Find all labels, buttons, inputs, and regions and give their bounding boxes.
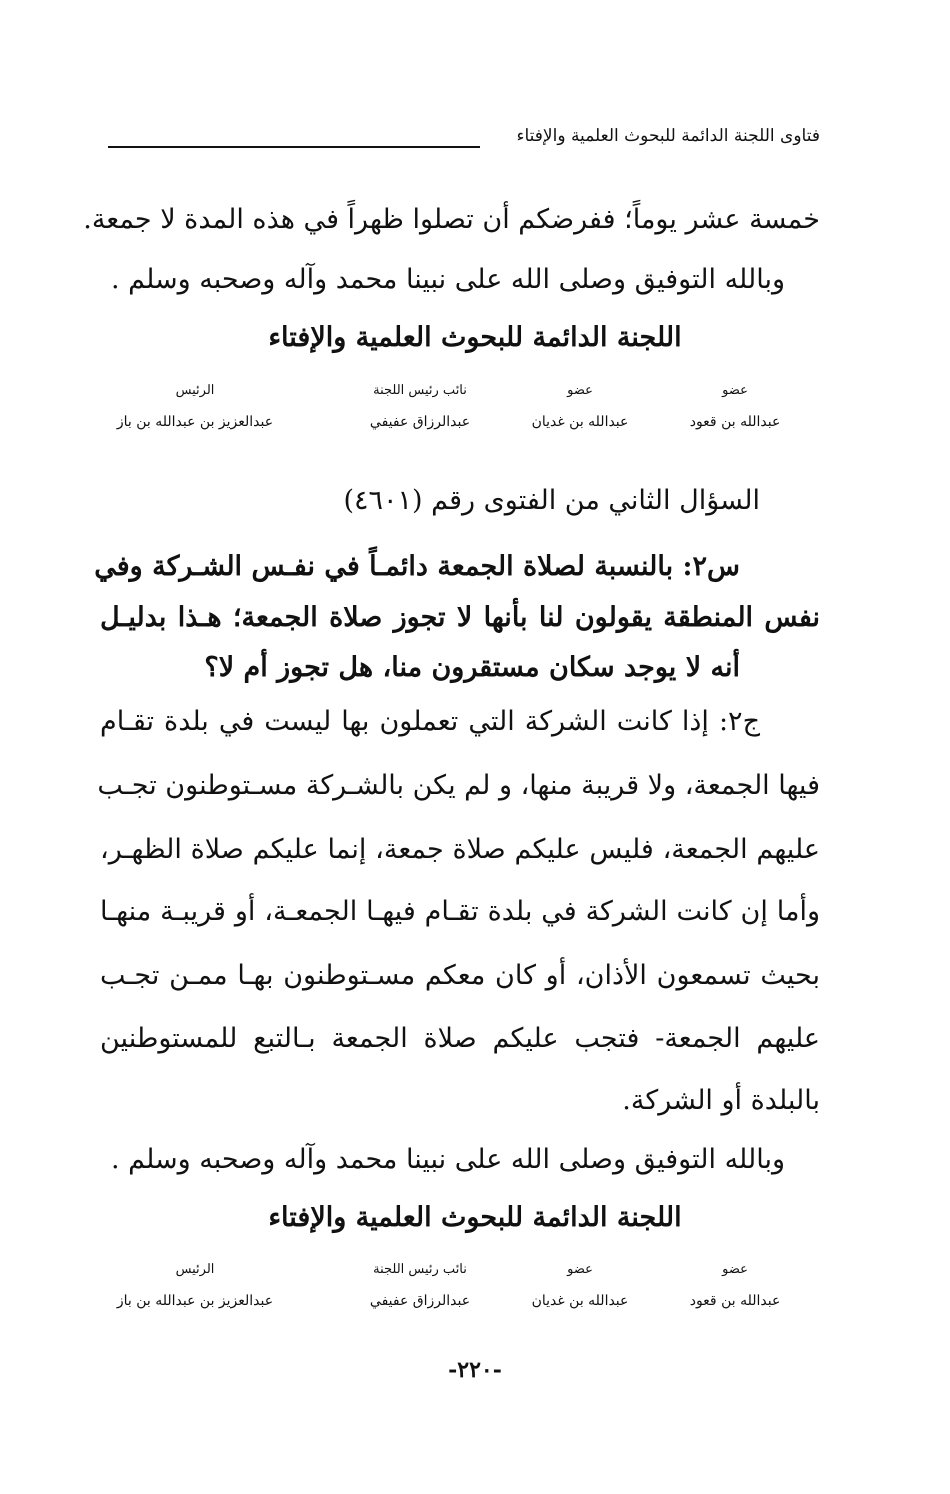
signatory-name: عبدالعزيز بن عبدالله بن باز xyxy=(116,414,274,430)
signatory-role: نائب رئيس اللجنة xyxy=(373,1262,467,1277)
signatory-member xyxy=(495,1262,665,1309)
signatory-name: عبدالرزاق عفيفي xyxy=(369,414,471,430)
signatory-role: الرئيس xyxy=(175,383,215,398)
signatory-member xyxy=(495,383,665,430)
signatory-name: عبدالرزاق عفيفي xyxy=(369,1293,471,1309)
question-line: أنه لا يوجد سكان مستقرون منا، هل تجوز أم لا؟ xyxy=(204,652,740,683)
signatory-vice-president xyxy=(335,383,505,430)
committee-title: اللجنة الدائمة للبحوث العلمية والإفتاء xyxy=(268,322,682,353)
question-line: س٢: بالنسبة لصلاة الجمعة دائمـاً في نفـس الشـركة وفي xyxy=(94,551,740,582)
header-rule xyxy=(108,146,480,148)
answer-line: بحيث تسمعون الأذان، أو كان معكم مسـتوطنون بهـا ممـن تجـب xyxy=(100,960,820,991)
answer-line: وأما إن كانت الشركة في بلدة تقـام فيهـا الجمعـة، أو قريبـة منهـا xyxy=(100,896,820,927)
signatories-block xyxy=(110,1262,780,1322)
answer-line: عليهم الجمعة، فليس عليكم صلاة جمعة، إنما عليكم صلاة الظهـر، xyxy=(100,834,820,865)
answer-line: فيها الجمعة، ولا قريبة منها، و لم يكن بالشـركة مسـتوطنون تجـب xyxy=(97,770,820,801)
signatory-president xyxy=(110,1262,280,1309)
signatories-block xyxy=(110,383,780,443)
answer-line: بالبلدة أو الشركة. xyxy=(622,1085,820,1116)
signatory-name: عبدالله بن قعود xyxy=(689,414,781,430)
signatory-role: عضو xyxy=(722,1262,748,1277)
closing-formula: وبالله التوفيق وصلى الله على نبينا محمد وآله وصحبه وسلم . xyxy=(110,264,785,295)
signatory-role: عضو xyxy=(567,383,593,398)
signatory-name: عبدالعزيز بن عبدالله بن باز xyxy=(116,1293,274,1309)
signatory-name: عبدالله بن قعود xyxy=(689,1293,781,1309)
signatory-member xyxy=(650,383,820,430)
signatory-name: عبدالله بن غديان xyxy=(531,1293,629,1309)
page-number: -٢٢٠- xyxy=(448,1357,502,1383)
signatory-vice-president xyxy=(335,1262,505,1309)
answer-line: ج٢: إذا كانت الشركة التي تعملون بها ليست في بلدة تقـام xyxy=(100,706,760,737)
question-heading: السؤال الثاني من الفتوى رقم (٤٦٠١) xyxy=(343,485,760,516)
committee-title: اللجنة الدائمة للبحوث العلمية والإفتاء xyxy=(268,1202,682,1233)
signatory-president xyxy=(110,383,280,430)
signatory-role: نائب رئيس اللجنة xyxy=(373,383,467,398)
text-line: خمسة عشر يوماً؛ ففرضكم أن تصلوا ظهراً في هذه المدة لا جمعة. xyxy=(83,204,820,235)
running-header: فتاوى اللجنة الدائمة للبحوث العلمية والإفتاء xyxy=(516,126,820,146)
closing-formula: وبالله التوفيق وصلى الله على نبينا محمد وآله وصحبه وسلم . xyxy=(110,1144,785,1175)
signatory-role: الرئيس xyxy=(175,1262,215,1277)
signatory-member xyxy=(650,1262,820,1309)
answer-line: عليهم الجمعة- فتجب عليكم صلاة الجمعة بـالتبع للمستوطنين xyxy=(100,1023,820,1054)
signatory-name: عبدالله بن غديان xyxy=(531,414,629,430)
signatory-role: عضو xyxy=(722,383,748,398)
question-line: نفس المنطقة يقولون لنا بأنها لا تجوز صلاة الجمعة؛ هـذا بدليـل xyxy=(100,602,820,633)
signatory-role: عضو xyxy=(567,1262,593,1277)
